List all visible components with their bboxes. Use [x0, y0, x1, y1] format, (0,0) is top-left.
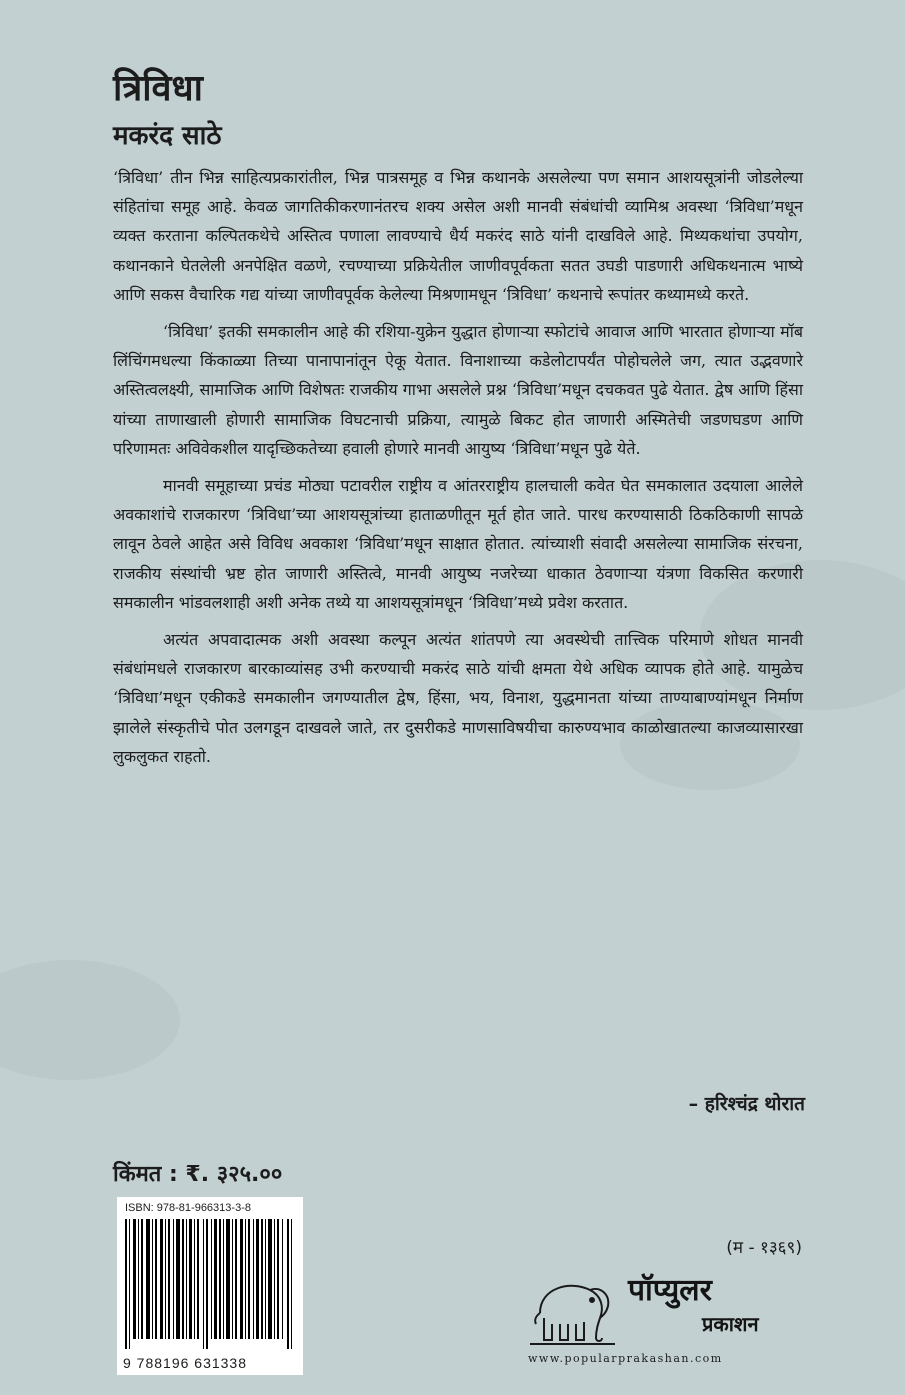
price-label: किंमत : ₹. ३२५.०० [113, 1162, 283, 1187]
barcode-number: 9 788196 631338 [123, 1355, 247, 1371]
isbn-label: ISBN: 978-81-966313-3-8 [125, 1202, 251, 1214]
blurb-paragraph: ‘त्रिविधा’ तीन भिन्न साहित्यप्रकारांतील, भिन्न पात्रसमूह व भिन्न कथानके असलेल्या पण समान आशयसूत्रांनी जोडलेल्या संहितांचा समूह आहे. केवळ जागतिकीकरणानंतरच शक्य असेल अशी मानवी संबंधांची व्यामिश्र अवस्था ‘त्रिविधा’मधून व्यक्त करताना कल्पितकथेचे अस्तित्व पणाला लावण्याचे धैर्य मकरंद साठे यांनी दाखविले आहे. मिथ्यकथांचा उपयोग, कथानकाने घेतलेली अनपेक्षित वळणे, रचण्याच्या प्रक्रियेतील जाणीवपूर्वकता सतत उघडी पाडणारी अधिकथनात्म भाष्ये आणि सकस वैचारिक गद्य यांच्या जाणीवपूर्वक केलेल्या मिश्रणामधून ‘त्रिविधा’ कथनाचे रूपांतर कथ्यामध्ये करते. [113, 168, 803, 304]
background-stain [0, 960, 180, 1080]
catalog-code: (म - १३६९) [726, 1238, 802, 1258]
blurb-paragraph: ‘त्रिविधा’ इतकी समकालीन आहे की रशिया-युक्रेन युद्धात होणाऱ्या स्फोटांचे आवाज आणि भारतात होणाऱ्या मॉब लिंचिंगमधल्या किंकाळ्या तिच्या पानापानांतून ऐकू येतात. विनाशाच्या कडेलोटापर्यंत पोहोचलेले जग, त्यात उद्भवणारे अस्तित्वलक्ष्यी, सामाजिक आणि विशेषतः राजकीय गाभा असलेले प्रश्न ‘त्रिविधा’मधून दचकवत पुढे येतात. द्वेष आणि हिंसा यांच्या ताणाखाली होणारी सामाजिक विघटनाची प्रक्रिया, त्यामुळे बिकट होत जाणारी अस्मितेची जडणघडण आणि परिणामतः अविवेकशील यादृच्छिकतेच्या हवाली होणारे मानवी आयुष्य ‘त्रिविधा’मधून पुढे येते. [113, 322, 803, 458]
blurb-text [113, 163, 803, 779]
barcode-bars [125, 1219, 295, 1349]
elephant-icon [530, 1268, 615, 1346]
book-author: मकरंद साठे [113, 121, 222, 151]
blurb-paragraph: मानवी समूहाच्या प्रचंड मोठ्या पटावरील राष्ट्रीय व आंतरराष्ट्रीय हालचाली कवेत घेत समकालात उदयाला आलेले अवकाशांचे राजकारण ‘त्रिविधा’च्या आशयसूत्रांच्या हाताळणीतून मूर्त होत जाते. पारध करण्यासाठी ठिकठिकाणी सापळे लावून ठेवले आहेत असे विविध अवकाश ‘त्रिविधा’मधून साक्षात होतात. त्यांच्याशी संवादी असलेल्या सामाजिक संरचना, राजकीय संस्थांची भ्रष्ट होत जाणारी अस्तित्वे, मानवी आयुष्य नजरेच्या धाकात ठेवणाऱ्या यंत्रणा विकसित करणारी समकालीन भांडवलशाही अशी अनेक तथ्ये या आशयसूत्रांमधून ‘त्रिविधा’मध्ये प्रवेश करतात. [113, 476, 803, 612]
publisher-name: पॉप्युलर [628, 1273, 712, 1308]
book-title: त्रिविधा [113, 68, 204, 109]
blurb-paragraph: अत्यंत अपवादात्मक अशी अवस्था कल्पून अत्यंत शांतपणे त्या अवस्थेची तात्त्विक परिमाणे शोधत मानवी संबंधांमधले राजकारण बारकाव्यांसह उभी करण्याची मकरंद साठे यांची क्षमता येथे अधिक व्यापक होते आहे. यामुळेच ‘त्रिविधा’मधून एकीकडे समकालीन जगण्यातील द्वेष, हिंसा, भय, विनाश, युद्धमानता यांच्या ताण्याबाण्यांमधून निर्माण झालेले संस्कृतीचे पोत उलगडून दाखवले जाते, तर दुसरीकडे माणसाविषयीचा कारुण्यभाव काळोखातल्या काजव्यासारखा लुकलुकत राहतो. [113, 630, 803, 766]
review-signature: – हरिश्चंद्र थोरात [688, 1093, 805, 1115]
publisher-url: www.popularprakashan.com [528, 1352, 723, 1365]
publisher-subtitle: प्रकाशन [702, 1312, 759, 1336]
barcode [117, 1197, 303, 1375]
publisher-logo [530, 1268, 810, 1348]
